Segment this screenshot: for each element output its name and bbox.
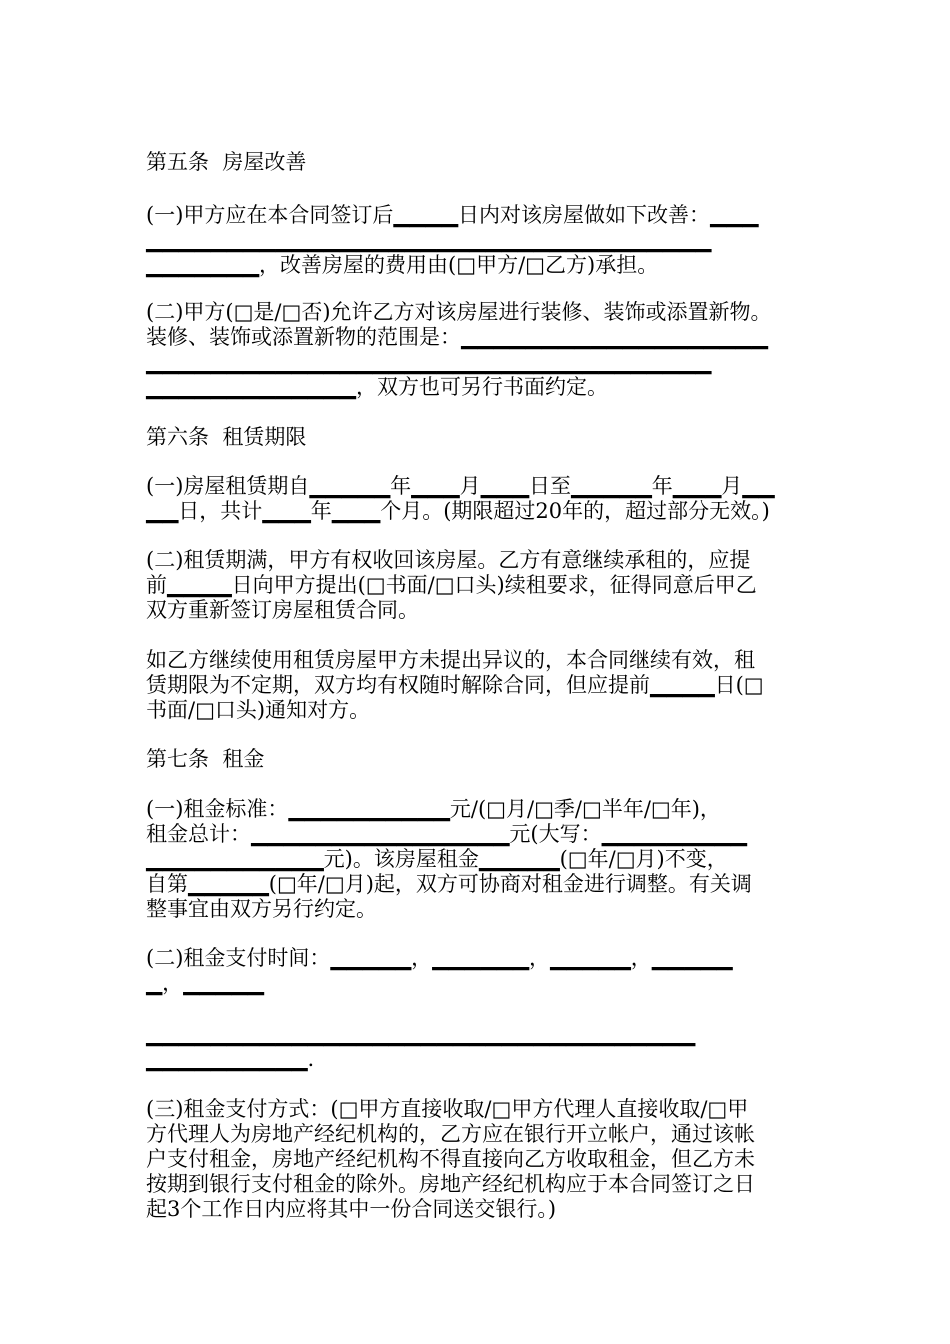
article-5-clause-2-line-2: 装修、装饰或添置新物的范围是：▁▁▁▁▁▁▁▁▁▁▁▁▁▁▁▁▁▁▁ (146, 325, 768, 349)
article-5-clause-1-line-2: ▁▁▁▁▁▁▁▁▁▁▁▁▁▁▁▁▁▁▁▁▁▁▁▁▁▁▁▁▁▁▁▁▁▁▁ (146, 228, 712, 252)
article-6-clause-2-line-2: 前▁▁▁▁日向甲方提出(□书面/□口头)续租要求，征得同意后甲乙 (146, 573, 757, 597)
article-7-clause-2-line-1: (二)租金支付时间：▁▁▁▁▁，▁▁▁▁▁▁，▁▁▁▁▁，▁▁▁▁▁ (146, 946, 733, 970)
article-6-clause-1-line-2: ▁▁日，共计▁▁▁年▁▁▁个月。(期限超过20年的，超过部分无效。) (146, 499, 770, 523)
article-7-clause-2-line-4: ▁▁▁▁▁▁▁▁▁▁. (146, 1047, 315, 1071)
article-6-clause-2-line-3: 双方重新签订房屋租赁合同。 (146, 598, 419, 622)
article-7-clause-3-line-3: 户支付租金，房地产经纪机构不得直接向乙方收取租金，但乙方未 (146, 1147, 755, 1171)
article-7-clause-2-line-3: ▁▁▁▁▁▁▁▁▁▁▁▁▁▁▁▁▁▁▁▁▁▁▁▁▁▁▁▁▁▁▁▁▁▁ (146, 1022, 696, 1046)
article-7-clause-3-line-2: 方代理人为房地产经纪机构的，乙方应在银行开立帐户，通过该帐 (146, 1122, 755, 1146)
article-7-clause-3-line-4: 按期到银行支付租金的除外。房地产经纪机构应于本合同签订之日 (146, 1172, 755, 1196)
article-7-clause-1-line-3: ▁▁▁▁▁▁▁▁▁▁▁元)。该房屋租金▁▁▁▁▁(□年/□月)不变， (146, 847, 728, 871)
article-5-clause-1-line-3: ▁▁▁▁▁▁▁，改善房屋的费用由(□甲方/□乙方)承担。 (146, 253, 659, 277)
article-5-clause-1-line-1: (一)甲方应在本合同签订后▁▁▁▁日内对该房屋做如下改善：▁▁▁ (146, 203, 759, 227)
article-6-heading: 第六条 租赁期限 (146, 425, 307, 449)
article-6-clause-1-line-1: (一)房屋租赁期自▁▁▁▁▁年▁▁▁月▁▁▁日至▁▁▁▁▁年▁▁▁月▁▁ (146, 474, 775, 498)
article-5-heading: 第五条 房屋改善 (146, 150, 307, 174)
article-5-clause-2-line-1: (二)甲方(□是/□否)允许乙方对该房屋进行装修、装饰或添置新物。 (146, 300, 772, 324)
article-7-heading: 第七条 租金 (146, 747, 265, 771)
article-7-clause-2-line-2: ▁，▁▁▁▁▁ (146, 971, 264, 995)
article-6-clause-2-line-1: (二)租赁期满，甲方有权收回该房屋。乙方有意继续承租的，应提 (146, 548, 751, 572)
article-5-clause-2-line-4: ▁▁▁▁▁▁▁▁▁▁▁▁▁，双方也可另行书面约定。 (146, 375, 608, 399)
article-6-paragraph-line-2: 赁期限为不定期，双方均有权随时解除合同，但应提前▁▁▁▁日(□ (146, 673, 764, 697)
article-5-clause-2-line-3: ▁▁▁▁▁▁▁▁▁▁▁▁▁▁▁▁▁▁▁▁▁▁▁▁▁▁▁▁▁▁▁▁▁▁▁ (146, 350, 712, 374)
article-6-paragraph-line-3: 书面/□口头)通知对方。 (146, 698, 371, 722)
article-7-clause-1-line-2: 租金总计：▁▁▁▁▁▁▁▁▁▁▁▁▁▁▁▁元(大写：▁▁▁▁▁▁▁▁▁ (146, 822, 747, 846)
article-7-clause-1-line-4: 自第▁▁▁▁▁(□年/□月)起，双方可协商对租金进行调整。有关调 (146, 872, 752, 896)
article-6-paragraph-line-1: 如乙方继续使用租赁房屋甲方未提出异议的，本合同继续有效，租 (146, 648, 755, 672)
article-7-clause-3-line-1: (三)租金支付方式：(□甲方直接收取/□甲方代理人直接收取/□甲 (146, 1097, 749, 1121)
article-7-clause-1-line-1: (一)租金标准：▁▁▁▁▁▁▁▁▁▁元/(□月/□季/□半年/□年)， (146, 797, 721, 821)
article-7-clause-3-line-5: 起3个工作日内应将其中一份合同送交银行。) (146, 1197, 557, 1221)
article-7-clause-1-line-5: 整事宜由双方另行约定。 (146, 897, 377, 921)
